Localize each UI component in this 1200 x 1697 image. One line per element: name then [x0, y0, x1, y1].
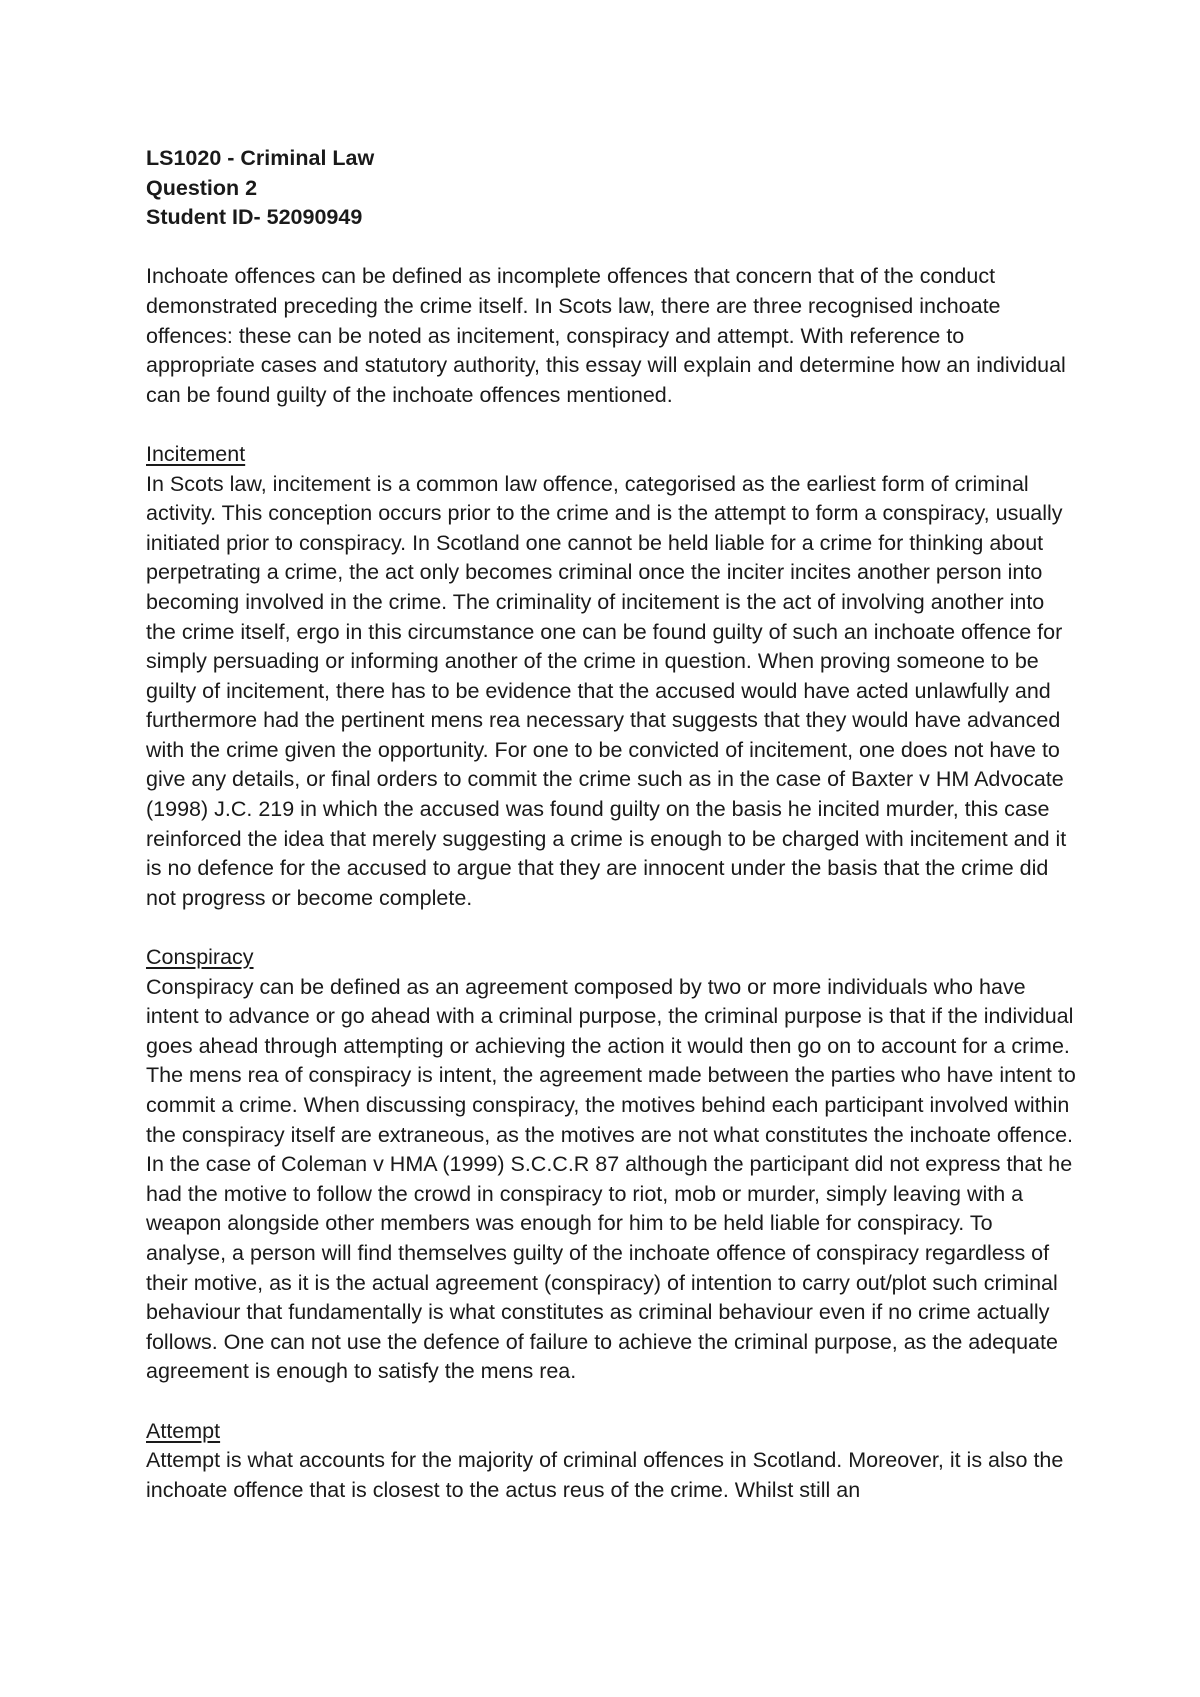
- section-heading-attempt: Attempt: [146, 1418, 221, 1443]
- student-id: Student ID- 52090949: [146, 205, 363, 230]
- section-incitement: [146, 440, 1076, 914]
- section-heading-conspiracy: Conspiracy: [146, 945, 254, 970]
- section-body-conspiracy: Conspiracy can be defined as an agreement composed by two or more individuals who have intent to advance or go ahead with a criminal purpose, the criminal purpose is that if the individual goes ahead through attempting or achieving the action it would then go on to account for a crime. The mens rea of conspiracy is intent, the agreement made between the parties who have intent to commit a crime. When discussing conspiracy, the motives behind each participant involved within the conspiracy itself are extraneous, as the motives are not what constitutes the inchoate offence. In the case of Coleman v HMA (1999) S.C.C.R 87 although the participant did not express that he had the motive to follow the crowd in conspiracy to riot, mob or murder, simply leaving with a weapon alongside other members was enough for him to be held liable for conspiracy. To analyse, a person will find themselves guilty of the inchoate offence of conspiracy regardless of their motive, as it is the actual agreement (conspiracy) of intention to carry out/plot such criminal behaviour that fundamentally is what constitutes as criminal behaviour even if no crime actually follows. One can not use the defence of failure to achieve the criminal purpose, as the adequate agreement is enough to satisfy the mens rea.: [146, 974, 1076, 1384]
- section-body-incitement: In Scots law, incitement is a common law offence, categorised as the earliest form of criminal activity. This conception occurs prior to the crime and is the attempt to form a conspiracy, usually initiated prior to conspiracy. In Scotland one cannot be held liable for a crime for thinking about perpetrating a crime, the act only becomes criminal once the inciter incites another person into becoming involved in the crime. The criminality of incitement is the act of involving another into the crime itself, ergo in this circumstance one can be found guilty of such an inchoate offence for simply persuading or informing another of the crime in question. When proving someone to be guilty of incitement, there has to be evidence that the accused would have acted unlawfully and furthermore had the pertinent mens rea necessary that suggests that they would have advanced with the crime given the opportunity. For one to be convicted of incitement, one does not have to give any details, or final orders to commit the crime such as in the case of Baxter v HM Advocate (1998) J.C. 219 in which the accused was found guilty on the basis he incited murder, this case reinforced the idea that merely suggesting a crime is enough to be charged with incitement and it is no defence for the accused to argue that they are innocent under the basis that the crime did not progress or become complete.: [146, 471, 1067, 910]
- course-title: LS1020 - Criminal Law: [146, 146, 375, 170]
- intro-paragraph: Inchoate offences can be defined as incomplete offences that concern that of the conduct demonstrated preceding the crime itself. In Scots law, there are three recognised inchoate offences: these can be noted as incitement, conspiracy and attempt. With reference to appropriate cases and statutory authority, this essay will explain and determine how an individual can be found guilty of the inchoate offences mentioned.: [146, 264, 1066, 407]
- section-body-attempt: Attempt is what accounts for the majority of criminal offences in Scotland. Moreover, it is also the inchoate offence that is closest to the actus reus of the crime. Whilst still an: [146, 1448, 1064, 1502]
- document-content: [146, 144, 1076, 1535]
- section-conspiracy: [146, 943, 1076, 1387]
- section-attempt: [146, 1417, 1076, 1506]
- section-heading-incitement: Incitement: [146, 441, 246, 466]
- question-number: Question 2: [146, 175, 258, 200]
- document-header: [146, 144, 1076, 233]
